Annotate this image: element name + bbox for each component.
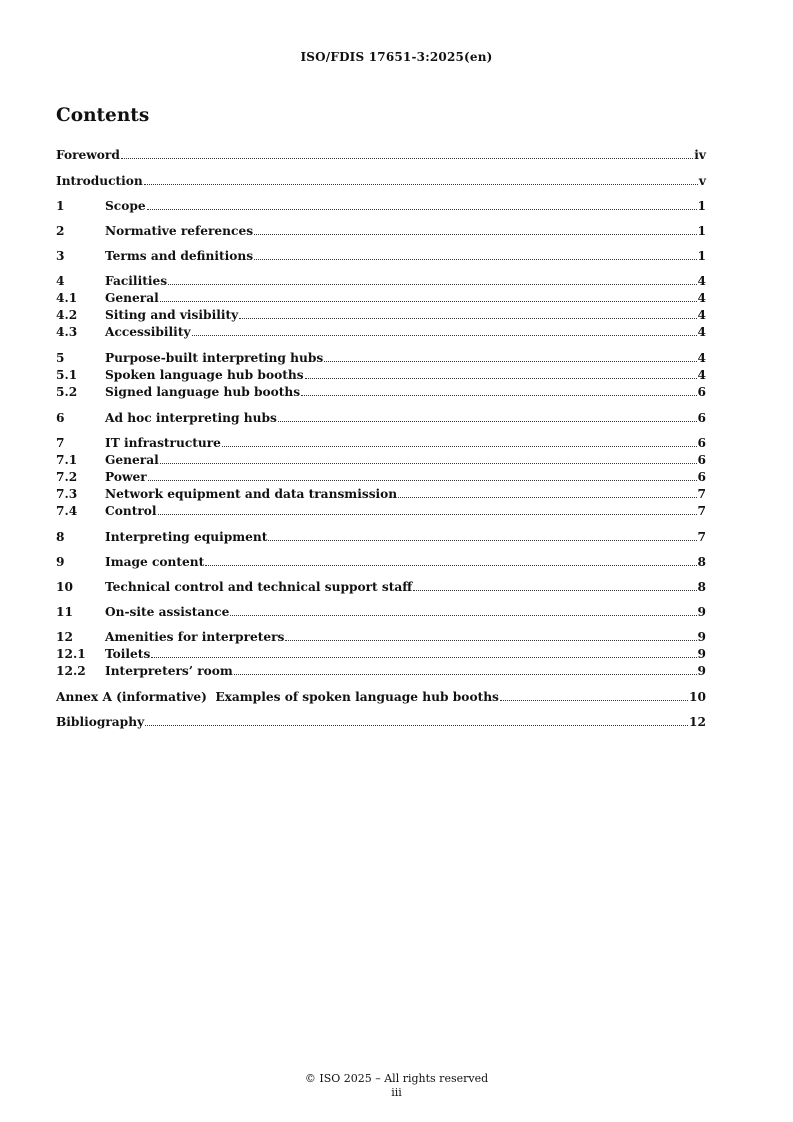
toc-leader	[222, 446, 697, 447]
toc-leader	[278, 421, 697, 422]
toc-title: Annex A (informative) Examples of spoken language hub booths	[56, 690, 499, 704]
toc-page: 6	[697, 436, 706, 450]
toc-page: 4	[697, 308, 706, 322]
toc-entry-bibliography[interactable]	[56, 714, 706, 730]
toc-page: 6	[697, 470, 706, 484]
toc-title: Accessibility	[105, 325, 191, 339]
toc-leader	[168, 284, 696, 285]
toc-entry-3[interactable]	[56, 248, 706, 264]
toc-title: Normative references	[105, 224, 254, 238]
toc-number: 7	[56, 436, 65, 450]
toc-number: 2	[56, 224, 65, 238]
toc-number: 5.2	[56, 385, 78, 399]
toc-page: 9	[697, 664, 706, 678]
toc-leader	[413, 590, 696, 591]
toc-title: Introduction	[56, 174, 143, 188]
toc-leader	[147, 209, 697, 210]
toc-number: 5	[56, 351, 65, 365]
toc-title: Foreword	[56, 148, 120, 162]
contents-title: Contents	[56, 105, 150, 126]
toc-title: Amenities for interpreters	[105, 630, 285, 644]
toc-page: 4	[697, 325, 706, 339]
toc-page: 9	[697, 647, 706, 661]
toc-number: 12	[56, 630, 73, 644]
toc-entry-4[interactable]	[56, 273, 706, 289]
toc-entry-4-1[interactable]	[56, 290, 706, 306]
toc-number: 8	[56, 530, 65, 544]
document-header: ISO/FDIS 17651-3:2025(en)	[300, 50, 493, 64]
toc-page: iv	[694, 148, 706, 162]
toc-page: 1	[697, 224, 706, 238]
toc-entry-foreword[interactable]	[56, 147, 706, 163]
toc-number: 12.2	[56, 664, 86, 678]
toc-entry-6[interactable]	[56, 410, 706, 426]
toc-leader	[254, 259, 696, 260]
toc-number: 1	[56, 199, 65, 213]
toc-page: 9	[697, 605, 706, 619]
toc-entry-7[interactable]	[56, 435, 706, 451]
toc-leader	[160, 463, 697, 464]
toc-title: Network equipment and data transmission	[105, 487, 398, 501]
page-number: iii	[391, 1086, 402, 1099]
toc-title: Purpose-built interpreting hubs	[105, 351, 324, 365]
toc-page: 7	[697, 530, 706, 544]
toc-leader	[268, 540, 696, 541]
toc-title: Terms and definitions	[105, 249, 254, 263]
toc-leader	[145, 725, 688, 726]
toc-title: Image content	[105, 555, 205, 569]
toc-leader	[160, 301, 697, 302]
toc-number: 4.2	[56, 308, 78, 322]
toc-title: Interpreters’ room	[105, 664, 233, 678]
toc-number: 7.2	[56, 470, 78, 484]
toc-title: Scope	[105, 199, 146, 213]
toc-title: Ad hoc interpreting hubs	[105, 411, 277, 425]
toc-title: General	[105, 453, 159, 467]
toc-entry-8[interactable]	[56, 529, 706, 545]
toc-page: 10	[689, 690, 706, 704]
toc-entry-annex-a[interactable]	[56, 689, 706, 705]
toc-leader	[148, 480, 697, 481]
toc-leader	[121, 158, 693, 159]
toc-title: Interpreting equipment	[105, 530, 268, 544]
toc-title: Control	[105, 504, 157, 518]
toc-page: 4	[697, 274, 706, 288]
toc-leader	[230, 615, 696, 616]
toc-title: General	[105, 291, 159, 305]
toc-entry-12[interactable]	[56, 629, 706, 645]
toc-entry-2[interactable]	[56, 223, 706, 239]
toc-title: Spoken language hub booths	[105, 368, 304, 382]
toc-number: 7.4	[56, 504, 78, 518]
toc-leader	[205, 565, 696, 566]
toc-title: Toilets	[105, 647, 151, 661]
toc-page: 7	[697, 487, 706, 501]
toc-page: 12	[689, 715, 706, 729]
toc-entry-introduction[interactable]	[56, 173, 706, 189]
toc-title: Power	[105, 470, 147, 484]
toc-page: 8	[697, 580, 706, 594]
toc-page: 4	[697, 351, 706, 365]
toc-entry-5-2[interactable]	[56, 384, 706, 400]
toc-leader	[301, 395, 696, 396]
page-footer	[0, 1072, 793, 1100]
toc-entry-1[interactable]	[56, 198, 706, 214]
toc-title: Facilities	[105, 274, 168, 288]
toc-leader	[234, 674, 697, 675]
toc-number: 10	[56, 580, 73, 594]
toc-leader	[324, 361, 696, 362]
toc-number: 7.1	[56, 453, 78, 467]
toc-page: 6	[697, 385, 706, 399]
toc-number: 12.1	[56, 647, 86, 661]
toc-page: v	[698, 174, 706, 188]
toc-number: 9	[56, 555, 65, 569]
toc-page: 7	[697, 504, 706, 518]
toc-entry-7-1[interactable]	[56, 452, 706, 468]
toc-title: Signed language hub booths	[105, 385, 301, 399]
toc-number: 4	[56, 274, 65, 288]
toc-leader	[305, 378, 697, 379]
toc-leader	[239, 318, 696, 319]
toc-leader	[158, 514, 697, 515]
toc-title: Siting and visibility	[105, 308, 239, 322]
toc-title: IT infrastructure	[105, 436, 221, 450]
toc-number: 3	[56, 249, 65, 263]
toc-entry-11[interactable]	[56, 604, 706, 620]
toc-page: 9	[697, 630, 706, 644]
toc-page: 6	[697, 411, 706, 425]
copyright-notice: © ISO 2025 – All rights reserved	[304, 1072, 489, 1085]
toc-entry-7-4[interactable]	[56, 503, 706, 519]
toc-title: Bibliography	[56, 715, 145, 729]
toc-title: On-site assistance	[105, 605, 230, 619]
toc-page: 6	[697, 453, 706, 467]
toc-entry-7-3[interactable]	[56, 486, 706, 502]
toc-entry-4-2[interactable]	[56, 307, 706, 323]
toc-number: 7.3	[56, 487, 78, 501]
toc-entry-10[interactable]	[56, 579, 706, 595]
toc-entry-5-1[interactable]	[56, 367, 706, 383]
toc-entry-4-3[interactable]	[56, 324, 706, 340]
toc-number: 5.1	[56, 368, 78, 382]
toc-number: 11	[56, 605, 73, 619]
toc-number: 4.1	[56, 291, 78, 305]
toc-entry-5[interactable]	[56, 350, 706, 366]
toc-leader	[144, 184, 698, 185]
toc-entry-12-2[interactable]	[56, 663, 706, 679]
toc-number: 6	[56, 411, 65, 425]
toc-entry-7-2[interactable]	[56, 469, 706, 485]
toc-page: 1	[697, 249, 706, 263]
toc-entry-9[interactable]	[56, 554, 706, 570]
toc-page: 4	[697, 368, 706, 382]
toc-entry-12-1[interactable]	[56, 646, 706, 662]
toc-leader	[500, 700, 688, 701]
toc-title: Technical control and technical support staff	[105, 580, 413, 594]
toc-leader	[285, 640, 696, 641]
toc-leader	[151, 657, 696, 658]
toc-leader	[192, 335, 697, 336]
toc-number: 4.3	[56, 325, 78, 339]
toc-leader	[254, 234, 696, 235]
toc-leader	[398, 497, 696, 498]
toc-page: 1	[697, 199, 706, 213]
toc-page: 4	[697, 291, 706, 305]
toc-page: 8	[697, 555, 706, 569]
